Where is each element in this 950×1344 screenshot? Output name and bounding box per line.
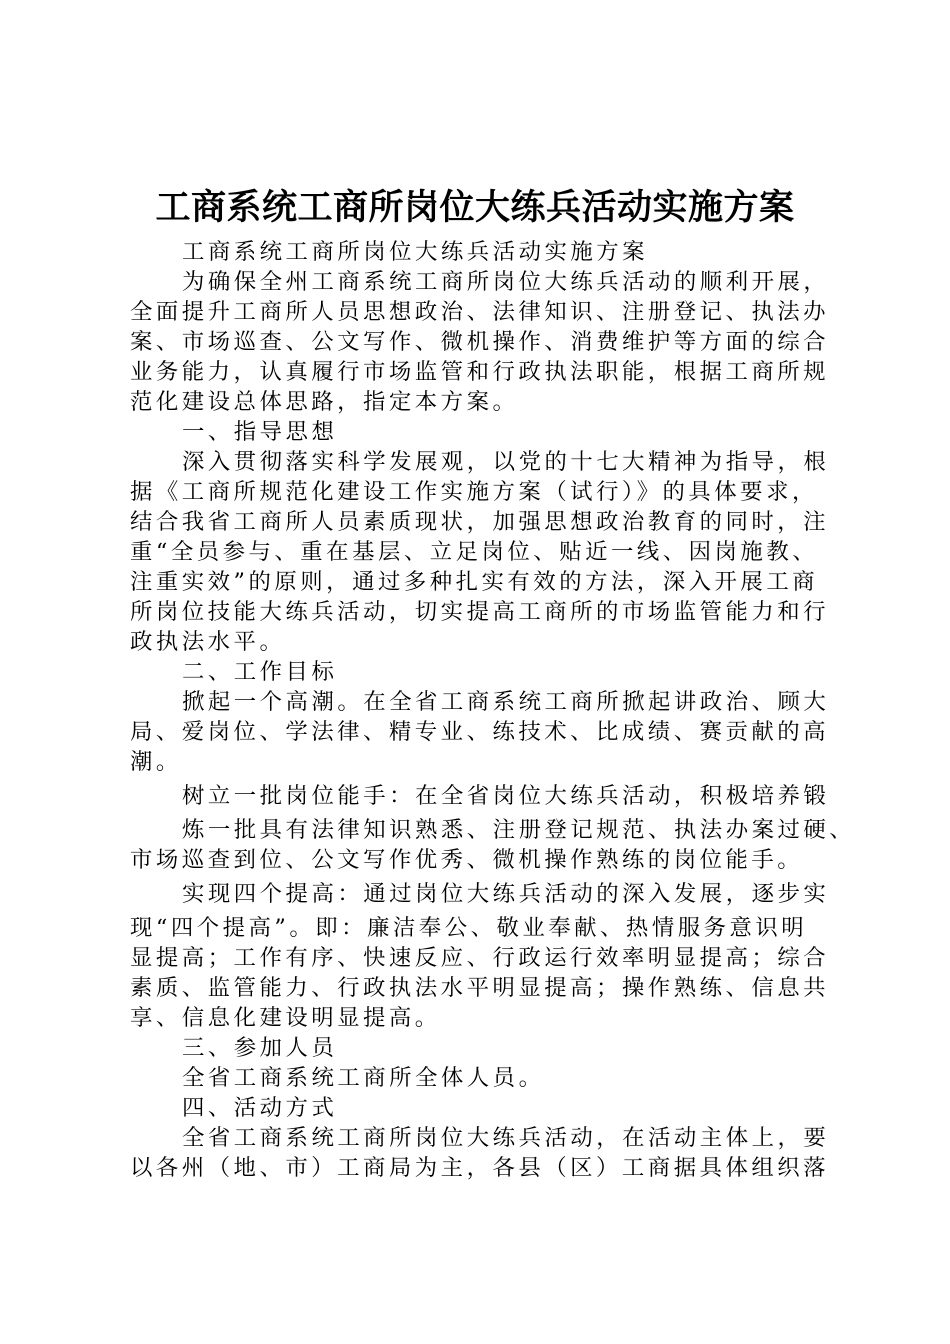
paragraph-line: 素质、监管能力、行政执法水平明显提高；操作熟练、信息共 bbox=[130, 975, 830, 1001]
section-heading: 一、指导思想 bbox=[182, 419, 338, 445]
paragraph-line: 全省工商系统工商所全体人员。 bbox=[182, 1065, 545, 1091]
paragraph-line: 享、信息化建设明显提高。 bbox=[130, 1005, 441, 1031]
paragraph-line: 政执法水平。 bbox=[130, 629, 286, 655]
paragraph-line: 潮。 bbox=[130, 749, 182, 775]
paragraph-line: 掀起一个高潮。在全省工商系统工商所掀起讲政治、顾大 bbox=[182, 689, 830, 715]
section-heading: 四、活动方式 bbox=[182, 1095, 338, 1121]
paragraph-line: 局、爱岗位、学法律、精专业、练技术、比成绩、赛贡献的高 bbox=[130, 719, 830, 745]
paragraph-line: 全面提升工商所人员思想政治、法律知识、注册登记、执法办 bbox=[130, 299, 830, 325]
paragraph-line: 案、市场巡查、公文写作、微机操作、消费维护等方面的综合 bbox=[130, 329, 830, 355]
paragraph-line: 范化建设总体思路，指定本方案。 bbox=[130, 389, 519, 415]
document-body bbox=[130, 237, 856, 1183]
paragraph-line: 深入贯彻落实科学发展观，以党的十七大精神为指导，根 bbox=[182, 449, 830, 475]
paragraph-line: 以各州（地、市）工商局为主，各县（区）工商据具体组织落 bbox=[130, 1155, 830, 1181]
paragraph-line: 炼一批具有法律知识熟悉、注册登记规范、执法办案过硬、 bbox=[182, 817, 856, 843]
section-heading: 二、工作目标 bbox=[182, 659, 338, 685]
paragraph-line: 结合我省工商所人员素质现状，加强思想政治教育的同时，注 bbox=[130, 509, 830, 535]
paragraph-line: 树立一批岗位能手：在全省岗位大练兵活动，积极培养锻 bbox=[182, 783, 830, 809]
paragraph-line: 所岗位技能大练兵活动，切实提高工商所的市场监管能力和行 bbox=[130, 599, 830, 625]
paragraph-line: 为确保全州工商系统工商所岗位大练兵活动的顺利开展， bbox=[182, 269, 830, 295]
paragraph-line: 实现四个提高：通过岗位大练兵活动的深入发展，逐步实 bbox=[182, 881, 830, 907]
paragraph-line: 全省工商系统工商所岗位大练兵活动，在活动主体上，要 bbox=[182, 1125, 830, 1151]
paragraph-line: 据《工商所规范化建设工作实施方案（试行）》的具体要求， bbox=[130, 479, 818, 505]
paragraph-line: 重“全员参与、重在基层、立足岗位、贴近一线、因岗施教、 bbox=[130, 539, 819, 565]
page-title: 工商系统工商所岗位大练兵活动实施方案 bbox=[155, 188, 795, 228]
subtitle-line: 工商系统工商所岗位大练兵活动实施方案 bbox=[182, 239, 649, 265]
paragraph-line: 注重实效”的原则，通过多种扎实有效的方法，深入开展工商 bbox=[130, 569, 819, 595]
paragraph-line: 市场巡查到位、公文写作优秀、微机操作熟练的岗位能手。 bbox=[130, 847, 804, 873]
section-heading: 三、参加人员 bbox=[182, 1035, 338, 1061]
paragraph-line: 业务能力，认真履行市场监管和行政执法职能，根据工商所规 bbox=[130, 359, 830, 385]
paragraph-line: 显提高；工作有序、快速反应、行政运行效率明显提高；综合 bbox=[130, 945, 830, 971]
paragraph-line: 现“四个提高”。即：廉洁奉公、敬业奉献、热情服务意识明 bbox=[130, 915, 808, 941]
